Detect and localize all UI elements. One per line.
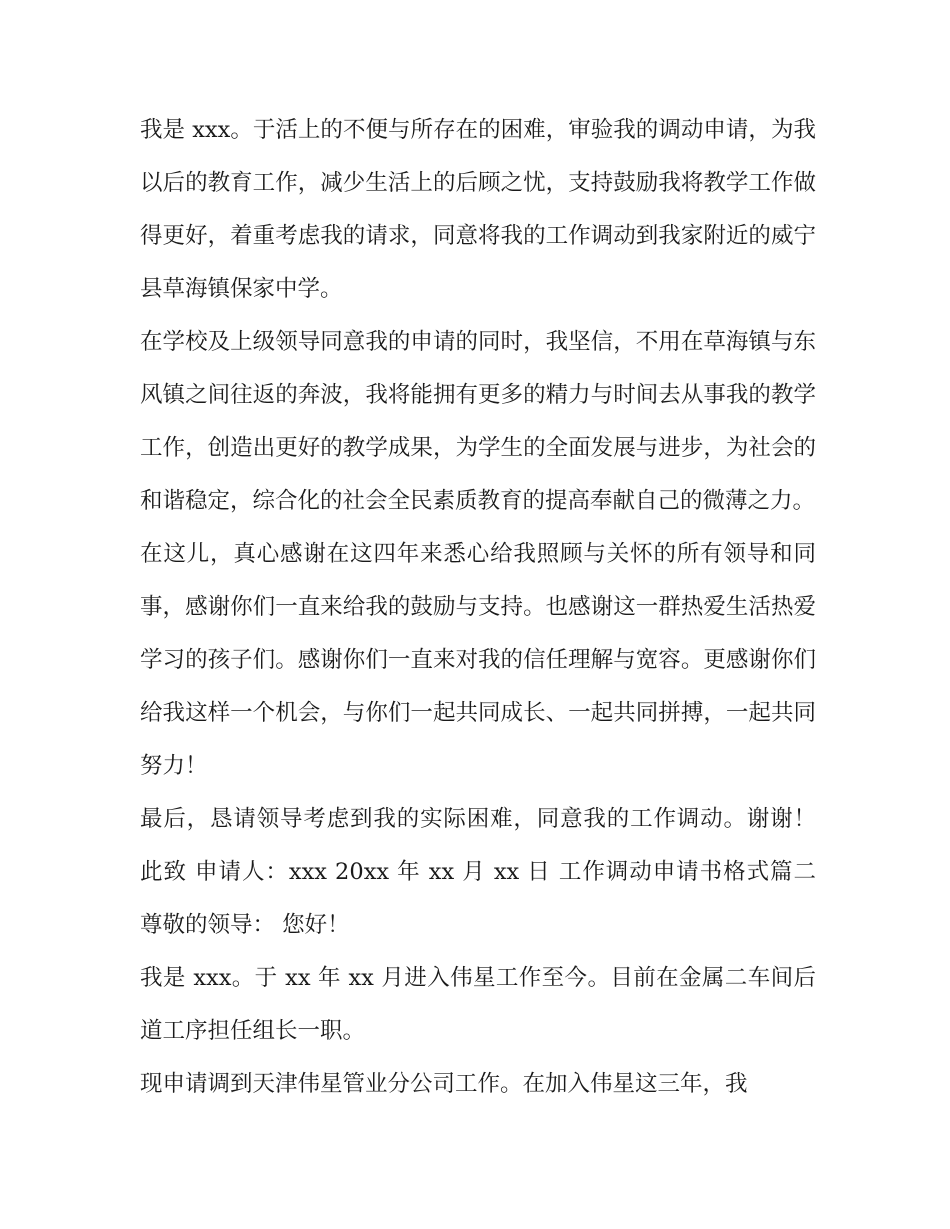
paragraph-2: 在学校及上级领导同意我的申请的同时，我坚信，不用在草海镇与东风镇之间往返的奔波，我将能拥有更多的精力与时间去从事我的教学工作，创造出更好的教学成果，为学生的全面发展与进步，为社会的和谐稳定，综合化的社会全民素质教育的提高奉献自己的微薄之力。: [140, 329, 816, 514]
document-body: [140, 104, 816, 1111]
paragraph-3: 在这儿，真心感谢在这四年来悉心给我照顾与关怀的所有领导和同事，感谢你们一直来给我的鼓励与支持。也感谢这一群热爱生活热爱学习的孩子们。感谢你们一直来对我的信任理解与宽容。更感谢你们给我这样一个机会，与你们一起共同成长、一起共同拼搏，一起共同努力！: [140, 541, 816, 779]
paragraph-4: 最后，恳请领导考虑到我的实际困难，同意我的工作调动。谢谢！ 此致 申请人：xxx 20xx 年 xx 月 xx 日 工作调动申请书格式篇二 尊敬的领导： 您好！: [140, 806, 816, 938]
paragraph-1: 我是 xxx。于活上的不便与所存在的困难，审验我的调动申请，为我以后的教育工作，减少生活上的后顾之忧，支持鼓励我将教学工作做得更好，着重考虑我的请求，同意将我的工作调动到我家附近的威宁县草海镇保家中学。: [140, 117, 816, 302]
paragraph-6: 现申请调到天津伟星管业分公司工作。在加入伟星这三年，我: [140, 1071, 748, 1097]
paragraph-5: 我是 xxx。于 xx 年 xx 月进入伟星工作至今。目前在金属二车间后道工序担任组长一职。: [140, 965, 816, 1044]
